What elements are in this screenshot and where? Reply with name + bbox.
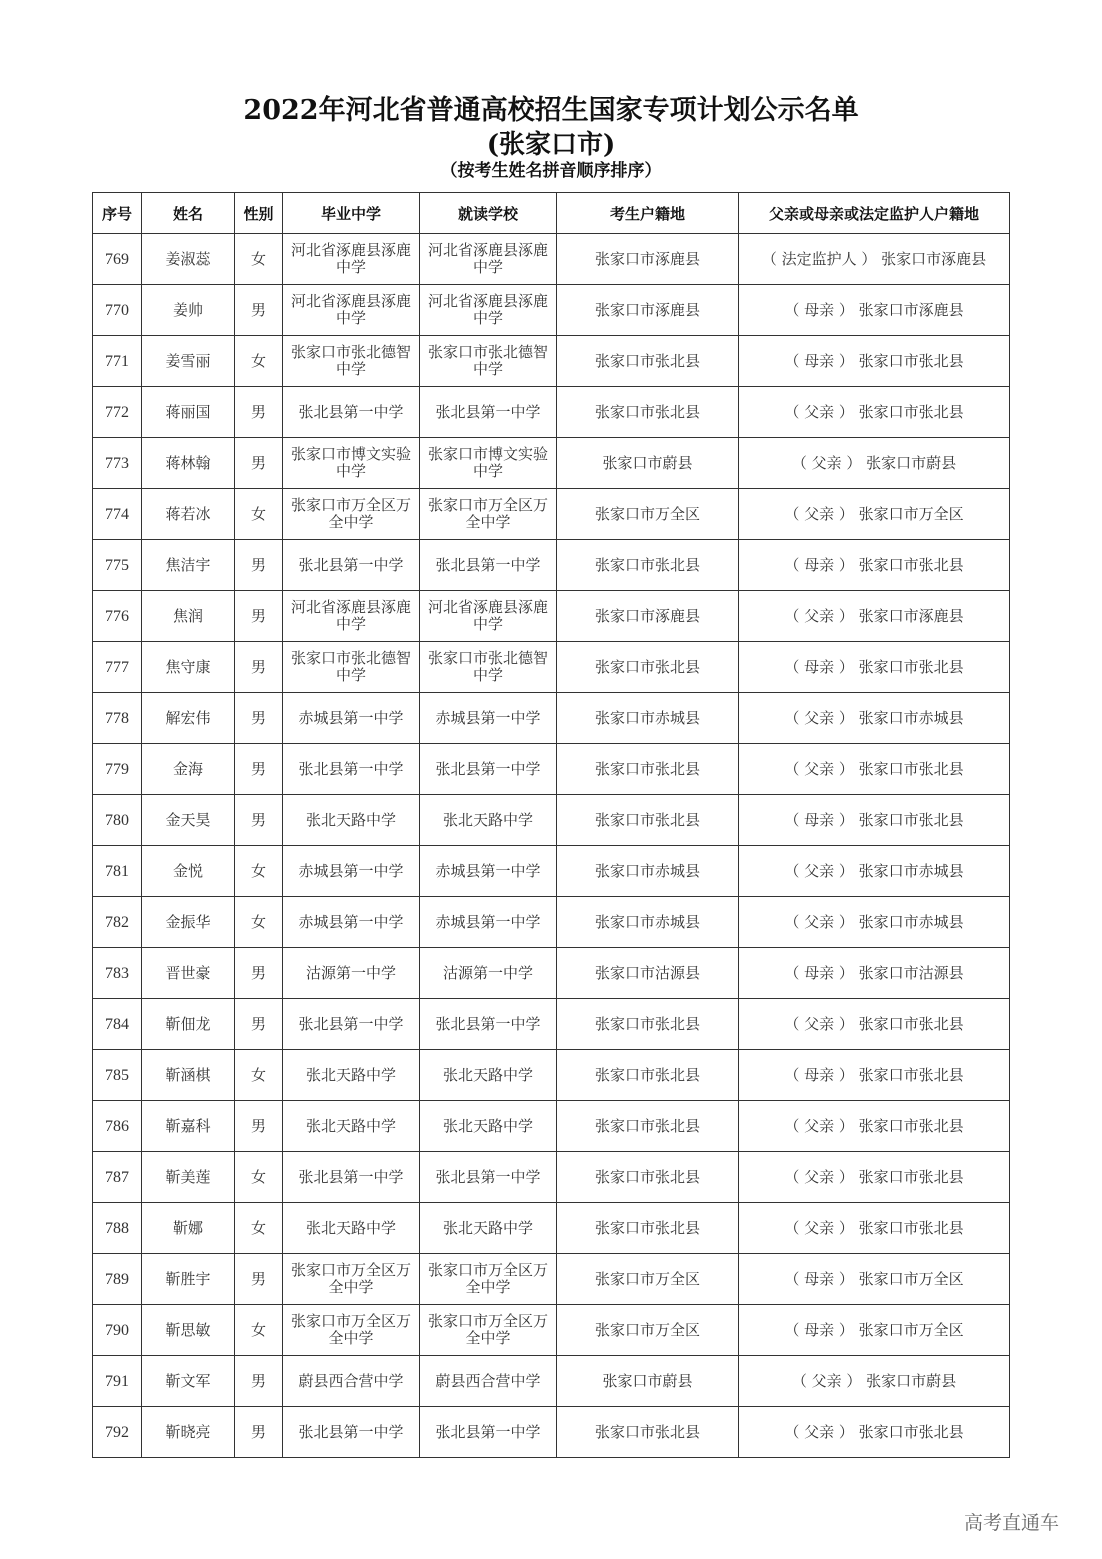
- cell-name: 蒋若冰: [142, 489, 235, 540]
- cell-residence: 张家口市张北县: [557, 642, 739, 693]
- cell-seq: 788: [93, 1203, 142, 1254]
- cell-current-school: 沽源第一中学: [420, 948, 557, 999]
- table-row: [93, 336, 1010, 387]
- cell-name: 姜帅: [142, 285, 235, 336]
- cell-residence: 张家口市万全区: [557, 489, 739, 540]
- header-seq: 序号: [93, 193, 142, 234]
- cell-gender: 男: [235, 948, 283, 999]
- table-row: [93, 693, 1010, 744]
- cell-current-school: 河北省涿鹿县涿鹿中学: [420, 285, 557, 336]
- cell-gender: 男: [235, 642, 283, 693]
- cell-seq: 769: [93, 234, 142, 285]
- cell-residence: 张家口市张北县: [557, 387, 739, 438]
- cell-guardian-residence: （ 母亲 ） 张家口市张北县: [739, 1050, 1010, 1101]
- cell-grad-school: 张北县第一中学: [283, 1152, 420, 1203]
- cell-seq: 778: [93, 693, 142, 744]
- cell-name: 金海: [142, 744, 235, 795]
- cell-seq: 789: [93, 1254, 142, 1305]
- cell-current-school: 张家口市张北德智中学: [420, 642, 557, 693]
- cell-seq: 783: [93, 948, 142, 999]
- cell-name: 金悦: [142, 846, 235, 897]
- table-row: [93, 489, 1010, 540]
- cell-grad-school: 河北省涿鹿县涿鹿中学: [283, 234, 420, 285]
- table-row: [93, 387, 1010, 438]
- table-row: [93, 234, 1010, 285]
- cell-grad-school: 张北县第一中学: [283, 999, 420, 1050]
- cell-name: 靳思敏: [142, 1305, 235, 1356]
- table-row: [93, 1203, 1010, 1254]
- cell-name: 金天昊: [142, 795, 235, 846]
- cell-gender: 女: [235, 846, 283, 897]
- cell-gender: 男: [235, 1101, 283, 1152]
- cell-grad-school: 张家口市万全区万全中学: [283, 1305, 420, 1356]
- cell-current-school: 河北省涿鹿县涿鹿中学: [420, 591, 557, 642]
- cell-grad-school: 张北县第一中学: [283, 744, 420, 795]
- cell-current-school: 张家口市万全区万全中学: [420, 489, 557, 540]
- cell-residence: 张家口市沽源县: [557, 948, 739, 999]
- header-guardian-residence: 父亲或母亲或法定监护人户籍地: [739, 193, 1010, 234]
- table-row: [93, 591, 1010, 642]
- cell-name: 蒋林翰: [142, 438, 235, 489]
- cell-name: 靳娜: [142, 1203, 235, 1254]
- cell-grad-school: 张家口市张北德智中学: [283, 336, 420, 387]
- cell-gender: 男: [235, 591, 283, 642]
- table-row: [93, 948, 1010, 999]
- cell-guardian-residence: （ 父亲 ） 张家口市赤城县: [739, 846, 1010, 897]
- cell-seq: 777: [93, 642, 142, 693]
- cell-residence: 张家口市张北县: [557, 744, 739, 795]
- cell-residence: 张家口市张北县: [557, 336, 739, 387]
- cell-current-school: 张北县第一中学: [420, 999, 557, 1050]
- cell-gender: 男: [235, 540, 283, 591]
- cell-residence: 张家口市张北县: [557, 999, 739, 1050]
- header-residence: 考生户籍地: [557, 193, 739, 234]
- cell-seq: 779: [93, 744, 142, 795]
- cell-guardian-residence: （ 母亲 ） 张家口市张北县: [739, 336, 1010, 387]
- table-row: [93, 540, 1010, 591]
- cell-seq: 784: [93, 999, 142, 1050]
- cell-grad-school: 河北省涿鹿县涿鹿中学: [283, 285, 420, 336]
- cell-grad-school: 张家口市万全区万全中学: [283, 489, 420, 540]
- cell-current-school: 蔚县西合营中学: [420, 1356, 557, 1407]
- cell-name: 金振华: [142, 897, 235, 948]
- cell-seq: 791: [93, 1356, 142, 1407]
- cell-grad-school: 张北天路中学: [283, 1203, 420, 1254]
- cell-residence: 张家口市张北县: [557, 795, 739, 846]
- cell-seq: 790: [93, 1305, 142, 1356]
- cell-current-school: 张北天路中学: [420, 1050, 557, 1101]
- table-row: [93, 1101, 1010, 1152]
- cell-guardian-residence: （ 父亲 ） 张家口市张北县: [739, 1152, 1010, 1203]
- cell-current-school: 张家口市张北德智中学: [420, 336, 557, 387]
- cell-guardian-residence: （ 父亲 ） 张家口市张北县: [739, 1101, 1010, 1152]
- cell-grad-school: 赤城县第一中学: [283, 846, 420, 897]
- cell-residence: 张家口市蔚县: [557, 1356, 739, 1407]
- cell-name: 靳嘉科: [142, 1101, 235, 1152]
- cell-guardian-residence: （ 父亲 ） 张家口市张北县: [739, 744, 1010, 795]
- cell-current-school: 张北天路中学: [420, 795, 557, 846]
- cell-name: 晋世豪: [142, 948, 235, 999]
- cell-gender: 男: [235, 438, 283, 489]
- cell-current-school: 张北县第一中学: [420, 540, 557, 591]
- cell-seq: 773: [93, 438, 142, 489]
- cell-gender: 女: [235, 336, 283, 387]
- cell-name: 姜雪丽: [142, 336, 235, 387]
- table-row: [93, 1305, 1010, 1356]
- table-row: [93, 897, 1010, 948]
- cell-guardian-residence: （ 父亲 ） 张家口市赤城县: [739, 693, 1010, 744]
- cell-grad-school: 张北天路中学: [283, 795, 420, 846]
- cell-gender: 女: [235, 1050, 283, 1101]
- cell-gender: 女: [235, 234, 283, 285]
- cell-guardian-residence: （ 父亲 ） 张家口市张北县: [739, 387, 1010, 438]
- table-row: [93, 1356, 1010, 1407]
- cell-guardian-residence: （ 父亲 ） 张家口市万全区: [739, 489, 1010, 540]
- cell-grad-school: 张北县第一中学: [283, 387, 420, 438]
- cell-residence: 张家口市赤城县: [557, 693, 739, 744]
- cell-residence: 张家口市张北县: [557, 1407, 739, 1458]
- header-grad-school: 毕业中学: [283, 193, 420, 234]
- cell-grad-school: 张北天路中学: [283, 1101, 420, 1152]
- sort-note: （按考生姓名拼音顺序排序）: [440, 161, 662, 181]
- cell-gender: 女: [235, 897, 283, 948]
- cell-current-school: 张北县第一中学: [420, 1152, 557, 1203]
- cell-name: 靳胜宇: [142, 1254, 235, 1305]
- cell-gender: 男: [235, 387, 283, 438]
- cell-grad-school: 河北省涿鹿县涿鹿中学: [283, 591, 420, 642]
- header-name: 姓名: [142, 193, 235, 234]
- cell-seq: 785: [93, 1050, 142, 1101]
- cell-grad-school: 张北县第一中学: [283, 1407, 420, 1458]
- cell-name: 靳文军: [142, 1356, 235, 1407]
- cell-seq: 787: [93, 1152, 142, 1203]
- table-row: [93, 846, 1010, 897]
- cell-seq: 774: [93, 489, 142, 540]
- cell-seq: 786: [93, 1101, 142, 1152]
- cell-guardian-residence: （ 父亲 ） 张家口市蔚县: [739, 1356, 1010, 1407]
- cell-gender: 女: [235, 1203, 283, 1254]
- cell-current-school: 赤城县第一中学: [420, 897, 557, 948]
- table-row: [93, 1152, 1010, 1203]
- header-current-school: 就读学校: [420, 193, 557, 234]
- cell-name: 靳美莲: [142, 1152, 235, 1203]
- cell-current-school: 张家口市万全区万全中学: [420, 1305, 557, 1356]
- table-body: [93, 234, 1010, 1458]
- cell-name: 蒋丽国: [142, 387, 235, 438]
- cell-current-school: 张北县第一中学: [420, 1407, 557, 1458]
- table-row: [93, 999, 1010, 1050]
- cell-guardian-residence: （ 母亲 ） 张家口市万全区: [739, 1254, 1010, 1305]
- cell-grad-school: 赤城县第一中学: [283, 693, 420, 744]
- cell-residence: 张家口市万全区: [557, 1254, 739, 1305]
- cell-seq: 775: [93, 540, 142, 591]
- cell-residence: 张家口市涿鹿县: [557, 234, 739, 285]
- cell-residence: 张家口市张北县: [557, 1152, 739, 1203]
- cell-seq: 770: [93, 285, 142, 336]
- cell-current-school: 张北县第一中学: [420, 387, 557, 438]
- cell-grad-school: 张家口市万全区万全中学: [283, 1254, 420, 1305]
- cell-guardian-residence: （ 父亲 ） 张家口市蔚县: [739, 438, 1010, 489]
- cell-guardian-residence: （ 父亲 ） 张家口市张北县: [739, 1203, 1010, 1254]
- cell-grad-school: 赤城县第一中学: [283, 897, 420, 948]
- document-subtitle: (张家口市): [486, 130, 616, 160]
- cell-current-school: 赤城县第一中学: [420, 693, 557, 744]
- header-gender: 性别: [235, 193, 283, 234]
- cell-current-school: 赤城县第一中学: [420, 846, 557, 897]
- cell-guardian-residence: （ 父亲 ） 张家口市张北县: [739, 1407, 1010, 1458]
- cell-grad-school: 张家口市博文实验中学: [283, 438, 420, 489]
- cell-residence: 张家口市涿鹿县: [557, 591, 739, 642]
- cell-gender: 男: [235, 1254, 283, 1305]
- cell-seq: 782: [93, 897, 142, 948]
- cell-residence: 张家口市赤城县: [557, 897, 739, 948]
- cell-gender: 男: [235, 999, 283, 1050]
- cell-seq: 771: [93, 336, 142, 387]
- cell-guardian-residence: （ 父亲 ） 张家口市涿鹿县: [739, 591, 1010, 642]
- cell-grad-school: 沽源第一中学: [283, 948, 420, 999]
- table-row: [93, 642, 1010, 693]
- cell-grad-school: 蔚县西合营中学: [283, 1356, 420, 1407]
- cell-guardian-residence: （ 母亲 ） 张家口市张北县: [739, 540, 1010, 591]
- cell-residence: 张家口市蔚县: [557, 438, 739, 489]
- cell-seq: 776: [93, 591, 142, 642]
- cell-residence: 张家口市张北县: [557, 1203, 739, 1254]
- roster-table: [92, 192, 1010, 1458]
- cell-current-school: 张家口市万全区万全中学: [420, 1254, 557, 1305]
- cell-seq: 792: [93, 1407, 142, 1458]
- cell-residence: 张家口市张北县: [557, 1101, 739, 1152]
- cell-gender: 男: [235, 795, 283, 846]
- cell-guardian-residence: （ 母亲 ） 张家口市万全区: [739, 1305, 1010, 1356]
- cell-gender: 男: [235, 1356, 283, 1407]
- table-header-row: [93, 193, 1010, 234]
- cell-grad-school: 张家口市张北德智中学: [283, 642, 420, 693]
- cell-guardian-residence: （ 法定监护人 ） 张家口市涿鹿县: [739, 234, 1010, 285]
- table-row: [93, 438, 1010, 489]
- cell-gender: 男: [235, 744, 283, 795]
- cell-name: 姜淑蕊: [142, 234, 235, 285]
- cell-current-school: 河北省涿鹿县涿鹿中学: [420, 234, 557, 285]
- cell-residence: 张家口市张北县: [557, 540, 739, 591]
- cell-guardian-residence: （ 父亲 ） 张家口市张北县: [739, 999, 1010, 1050]
- cell-seq: 781: [93, 846, 142, 897]
- cell-gender: 女: [235, 1152, 283, 1203]
- table-row: [93, 744, 1010, 795]
- cell-name: 焦守康: [142, 642, 235, 693]
- cell-guardian-residence: （ 母亲 ） 张家口市张北县: [739, 795, 1010, 846]
- cell-seq: 772: [93, 387, 142, 438]
- cell-current-school: 张北天路中学: [420, 1101, 557, 1152]
- cell-current-school: 张家口市博文实验中学: [420, 438, 557, 489]
- cell-name: 焦洁宇: [142, 540, 235, 591]
- cell-gender: 女: [235, 489, 283, 540]
- cell-gender: 男: [235, 1407, 283, 1458]
- cell-name: 靳晓亮: [142, 1407, 235, 1458]
- cell-current-school: 张北县第一中学: [420, 744, 557, 795]
- cell-residence: 张家口市万全区: [557, 1305, 739, 1356]
- table-row: [93, 1050, 1010, 1101]
- cell-guardian-residence: （ 母亲 ） 张家口市沽源县: [739, 948, 1010, 999]
- cell-residence: 张家口市张北县: [557, 1050, 739, 1101]
- cell-seq: 780: [93, 795, 142, 846]
- cell-guardian-residence: （ 母亲 ） 张家口市张北县: [739, 642, 1010, 693]
- cell-name: 解宏伟: [142, 693, 235, 744]
- cell-guardian-residence: （ 父亲 ） 张家口市赤城县: [739, 897, 1010, 948]
- table-row: [93, 1407, 1010, 1458]
- cell-gender: 男: [235, 693, 283, 744]
- table-row: [93, 285, 1010, 336]
- cell-name: 焦润: [142, 591, 235, 642]
- cell-current-school: 张北天路中学: [420, 1203, 557, 1254]
- cell-name: 靳涵棋: [142, 1050, 235, 1101]
- cell-residence: 张家口市涿鹿县: [557, 285, 739, 336]
- cell-residence: 张家口市赤城县: [557, 846, 739, 897]
- cell-gender: 男: [235, 285, 283, 336]
- document-title: 2022年河北省普通高校招生国家专项计划公示名单: [243, 95, 859, 126]
- watermark: 高考直通车: [964, 1512, 1060, 1534]
- cell-guardian-residence: （ 母亲 ） 张家口市涿鹿县: [739, 285, 1010, 336]
- cell-grad-school: 张北天路中学: [283, 1050, 420, 1101]
- table-row: [93, 1254, 1010, 1305]
- cell-name: 靳佃龙: [142, 999, 235, 1050]
- cell-grad-school: 张北县第一中学: [283, 540, 420, 591]
- table-row: [93, 795, 1010, 846]
- cell-gender: 女: [235, 1305, 283, 1356]
